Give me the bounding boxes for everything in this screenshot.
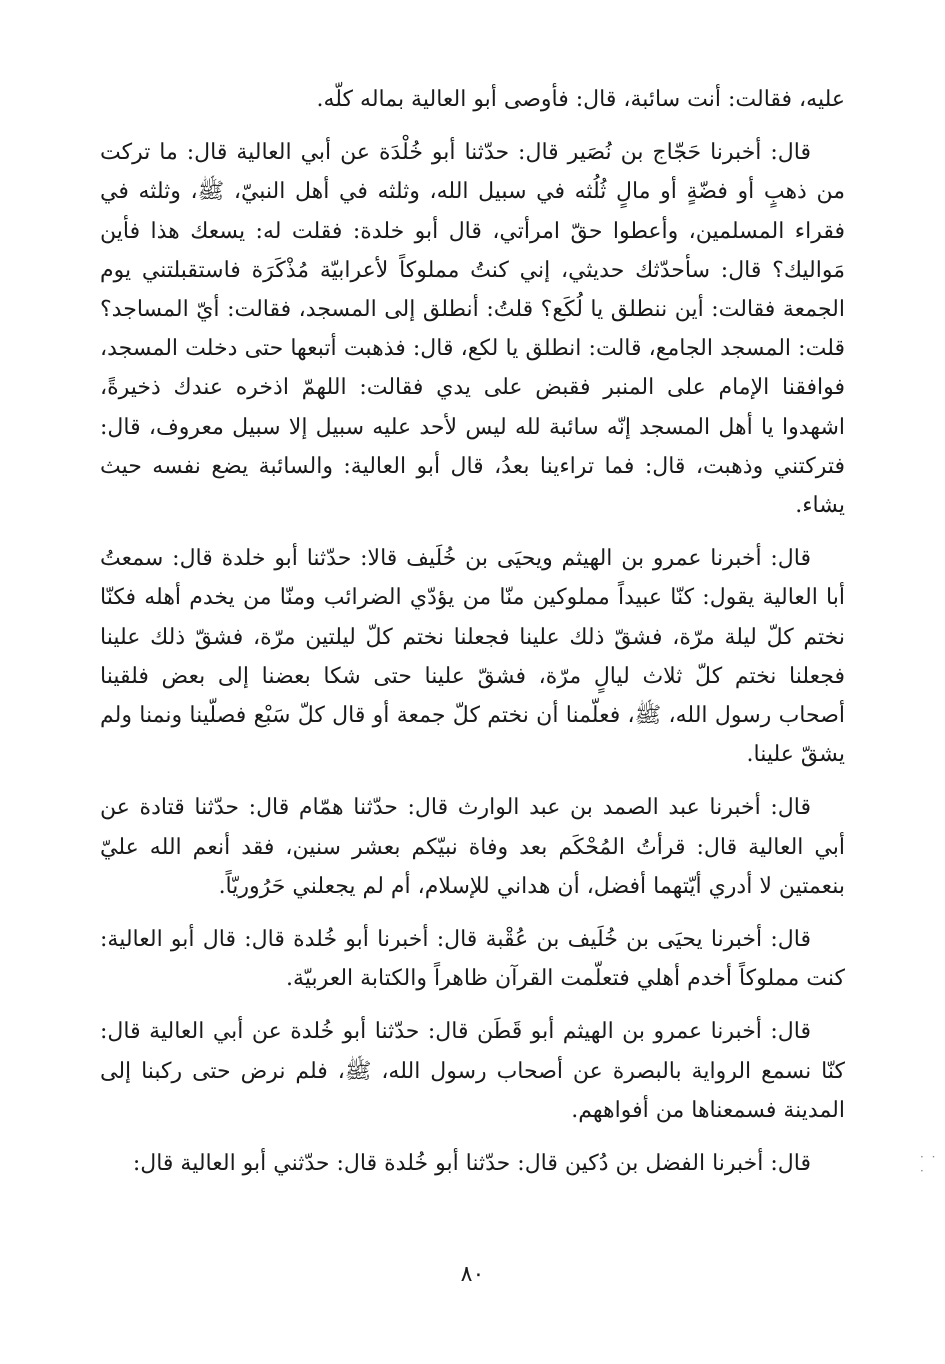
paragraph-2: قال: أخبرنا حَجّاج بن نُصَير قال: حدّثنا أبو خُلْدَة عن أبي العالية قال: ما تركت من ذهبٍ أو فضّةٍ أو مالٍ ثُلُثه في سبيل الله، وثلثه في أهل النبيّ، ﷺ، وثلثه في فقراء المسلمين، وأعطوا حقّ امرأتي، قال أبو خلدة: فقلت له: يسعك هذا فأين مَواليك؟ قال: سأحدّثك حديثي، إني كنتُ مملوكاً لأعرابيّة مُذْكَرَة فاستقبلتني يوم الجمعة فقالت: أين ننطلق يا لُكَع؟ قلتُ: أنطلق إلى المسجد، فقالت: أيّ المساجد؟ قلت: المسجد الجامع، قالت: انطلق يا لكع، قال: فذهبت أتبعها حتى دخلت المسجد، فوافقنا الإمام على المنبر فقبض على يدي فقالت: اللهمّ اذخره عندك ذخيرةً، اشهدوا يا أهل المسجد إنّه سائبة لله ليس لأحد عليه سبيل إلا سبيل معروف، قال: فتركتني وذهبت، قال: فما تراءينا بعدُ، قال أبو العالية: والسائبة يضع نفسه حيث يشاء. [100, 140, 845, 519]
margin-mark-icon: · · · [920, 1150, 938, 1178]
paragraph-6: قال: أخبرنا عمرو بن الهيثم أبو قَطَن قال: حدّثنا أبو خُلدة عن أبي العالية قال: كنّا نسمع الرواية بالبصرة عن أصحاب رسول الله، ﷺ، فلم نرض حتى ركبنا إلى المدينة فسمعناها من أفواههم. [100, 1019, 845, 1123]
page-body [100, 80, 845, 1197]
page-number: ٨٠ [460, 1262, 485, 1287]
paragraph-3: قال: أخبرنا عمرو بن الهيثم ويحيَى بن خُلَيف قالا: حدّثنا أبو خلدة قال: سمعتُ أبا العالية يقول: كنّا عبيداً مملوكين منّا من يؤدّي الضرائب ومنّا من يخدم أهله فكنّا نختم كلّ ليلة مرّة، فشقّ ذلك علينا فجعلنا نختم كلّ ليلتين مرّة، فشقّ ذلك علينا فجعلنا نختم كلّ ثلاث ليالٍ مرّة، فشقّ علينا حتى شكا بعضنا إلى بعض فلقينا أصحاب رسول الله، ﷺ، فعلّمنا أن نختم كلّ جمعة أو قال كلّ سَبْع فصلّينا ونمنا ولم يشقّ علينا. [100, 546, 845, 768]
paragraph-4: قال: أخبرنا عبد الصمد بن عبد الوارث قال: حدّثنا همّام قال: حدّثنا قتادة عن أبي العالية قال: قرأتُ المُحْكَم بعد وفاة نبيّكم بعشر سنين، فقد أنعم الله عليّ بنعمتين لا أدري أيّتهما أفضل، أن هداني للإسلام، أم لم يجعلني حَرُوريّاً. [100, 795, 845, 899]
paragraph-5: قال: أخبرنا يحيَى بن خُلَيف بن عُقْبة قال: أخبرنا أبو خُلدة قال: قال أبو العالية: كنت مملوكاً أخدم أهلي فتعلّمت القرآن ظاهراً والكتابة العربيّة. [100, 927, 845, 992]
paragraph-1: عليه، فقالت: أنت سائبة، قال: فأوصى أبو العالية بماله كلّه. [316, 87, 845, 112]
paragraph-7: قال: أخبرنا الفضل بن دُكين قال: حدّثنا أبو خُلدة قال: حدّثني أبو العالية قال: [132, 1151, 811, 1177]
